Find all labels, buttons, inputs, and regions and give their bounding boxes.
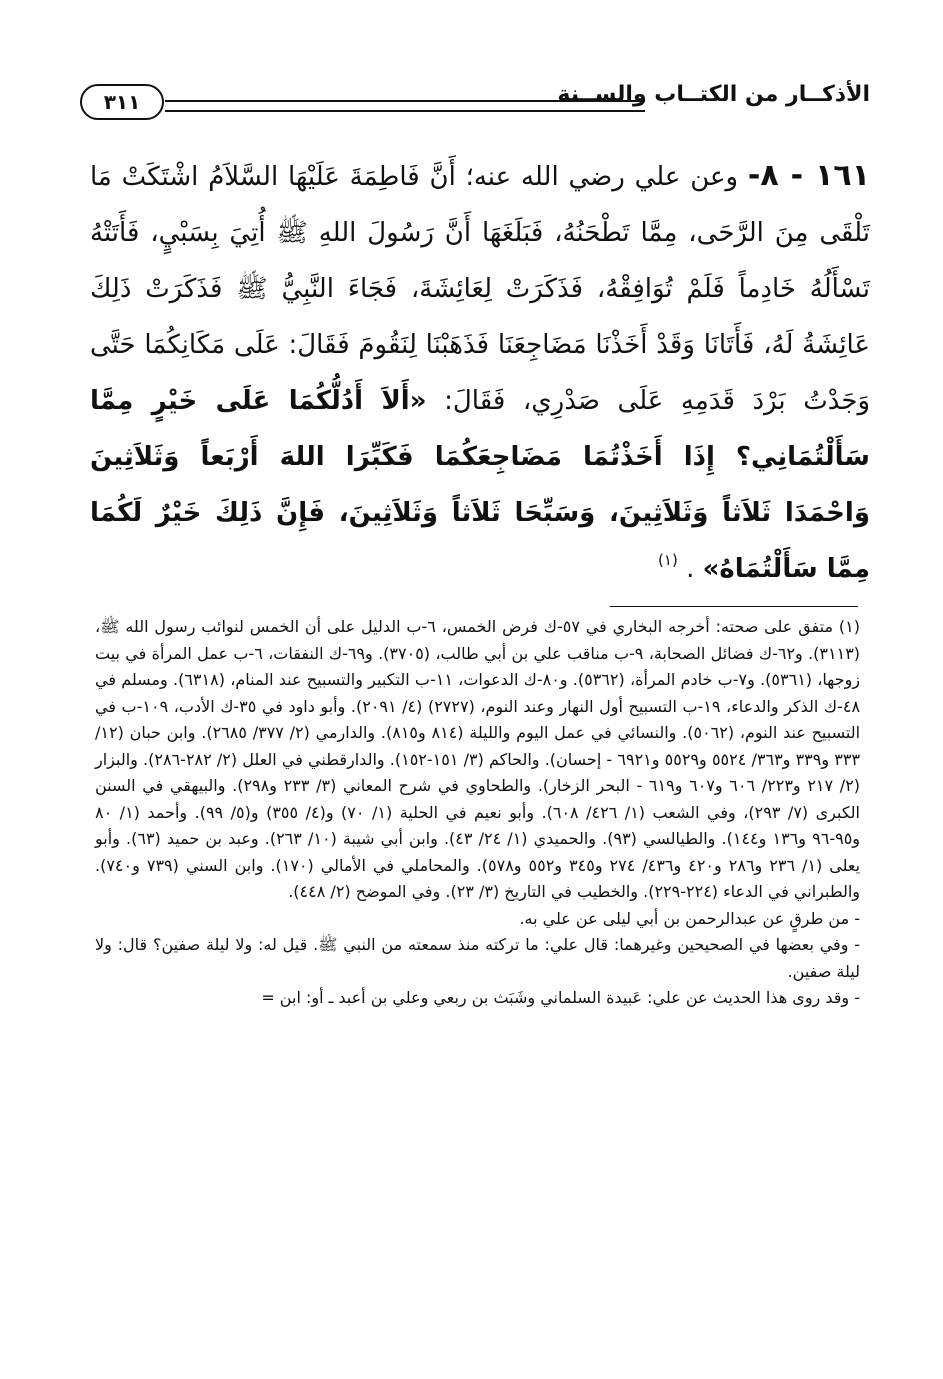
footnote-main: (١) متفق على صحته: أخرجه البخاري في ٥٧-ك فرض الخمس، ٦-ب الدليل على أن الخمس لنوائب رسول الله ﷺ، (٣١١٣). و٦٢-ك فضائل الصحابة، ٩-ب مناقب علي بن أبي طالب، (٣٧٠٥). و٦٩-ك النفقات، ٦-ب عمل المرأة في بيت زوجها، (٥٣٦١). و٧-ب خادم المرأة، (٥٣٦٢). و٨٠-ك الدعوات، ١١-ب التكبير والتسبيح عند المنام، (٦٣١٨). ومسلم في ٤٨-ك الذكر والدعاء، ١٩-ب التسبيح أول النهار وعند النوم، (٢٧٢٧) (٤/ ٢٠٩١). وأبو داود في ٣٥-ك الأدب، ١٠٩-ب في التسبيح عند النوم، (٥٠٦٢). والنسائي في عمل اليوم والليلة (٨١٤ و٨١٥). والدارمي (٢/ ٣٧٧/ ٢٦٨٥). وابن حبان (١٢/ ٣٣٣ و٣٣٩ و٣٦٣/ ٥٥٢٤ و٥٥٢٩ و٦٩٢١ - إحسان). والحاكم (٣/ ١٥١-١٥٢). والدارقطني في العلل (٢/ ٢٨٢-٢٨٦). والبزار (٢/ ٢١٧ و٢٢٣/ ٦٠٦ و٦٠٧ و٦١٩ - البحر الزخار). والطحاوي في شرح المعاني (٣/ ٢٣٣ و٢٩٨). والبيهقي في السنن الكبرى (٧/ ٢٩٣)، وفي الشعب (١/ ٤٢٦/ ٦٠٨). وأبو نعيم في الحلية (١/ ٧٠) و(٤/ ٣٥٥) و(٥/ ٩٩). وأحمد (١/ ٨٠ و٩٥-٩٦ و١٣٦ و١٤٤). والطيالسي (٩٣). والحميدي (١/ ٢٤/ ٤٣). وابن أبي شيبة (١٠/ ٢٦٣). وعبد بن حميد (٦٣). وأبو يعلى (١/ ٢٣٦ و٢٨٦ و٤٢٠ و٤٣٦/ ٢٧٤ و٣٤٥ و٥٥٢ و٥٧٨). والمحاملي في الأمالي (١٧٠). وابن السني (٧٣٩ و٧٤٠). والطبراني في الدعاء (٢٢٤-٢٢٩). والخطيب في التاريخ (٣/ ٢٣). وفي الموضح (٢/ ٤٤٨). (95, 617, 861, 901)
footnotes (95, 614, 860, 1012)
header-rule (165, 100, 645, 112)
header-title: الأذكــار من الكتــاب والســنة (557, 82, 870, 107)
prophetic-saying: «أَلاَ أَدُلُّكُمَا عَلَى خَيْرٍ مِمَّا سَأَلْتُمَانِي؟ إِذَا أَخَذْتُمَا مَضَاجِعَكُمَا فَكَبِّرَا اللهَ أَرْبَعاً وَثَلاَثِينَ وَاحْمَدَا ثَلاَثاً وَثَلاَثِينَ، وَسَبِّحَا ثَلاَثاً وَثَلاَثِينَ، فَإِنَّ ذَلِكَ خَيْرٌ لَكُمَا مِمَّا سَأَلْتُمَاهُ» (90, 386, 870, 584)
footnote-marker: (١) (658, 551, 678, 569)
end-punctuation: . (686, 554, 695, 584)
footnote-separator (610, 606, 858, 607)
footnote-line: - من طرقٍ عن عبدالرحمن بن أبي ليلى عن علي به. (519, 908, 860, 928)
page-number: ٣١١ (103, 90, 141, 114)
page-number-frame (80, 84, 164, 120)
hadith-number: ١٦١ - ٨- (747, 158, 871, 193)
running-header (80, 82, 870, 126)
footnote-line: - وقد روى هذا الحديث عن علي: عَبيدة السلماني وشَبَث بن ربعي وعلي بن أعبد ـ أو: ابن = (261, 988, 860, 1007)
footnote-line: - وفي بعضها في الصحيحين وغيرهما: قال علي: ما تركته منذ سمعته من النبي ﷺ. قيل له: ولا ليلة صفين؟ قال: ولا ليلة صفين. (95, 935, 860, 981)
hadith-paragraph (90, 148, 870, 600)
hadith-text (90, 148, 870, 600)
hadith-narration: وعن علي رضي الله عنه؛ أَنَّ فَاطِمَةَ عَلَيْهَا السَّلاَمُ اشْتَكَتْ مَا تَلْقَى مِنَ الرَّحَى، مِمَّا تَطْحَنُهُ، فَبَلَغَهَا أَنَّ رَسُولَ اللهِ ﷺ أُتِيَ بِسَبْيٍ، فَأَتَتْهُ تَسْأَلُهُ خَادِماً فَلَمْ تُوَافِقْهُ، فَذَكَرَتْ لِعَائِشَةَ، فَجَاءَ النَّبِيُّ ﷺ فَذَكَرَتْ ذَلِكَ عَائِشَةُ لَهُ، فَأَتَانَا وَقَدْ أَخَذْنَا مَضَاجِعَنَا فَذَهَبْنَا لِنَقُومَ فَقَالَ: عَلَى مَكَانِكُمَا حَتَّى وَجَدْتُ بَرْدَ قَدَمِهِ عَلَى صَدْرِي، فَقَالَ: (90, 162, 871, 416)
